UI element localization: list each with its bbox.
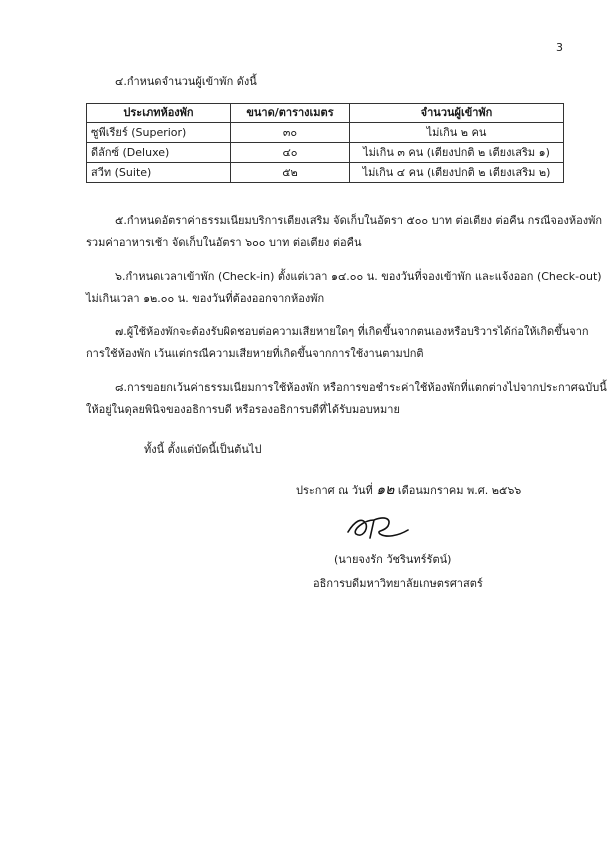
announcement-suffix: เดือนมกราคม พ.ศ. ๒๕๖๖ — [397, 484, 522, 497]
paragraph-7-line-1: ๗.ผู้ใช้ห้องพักจะต้องรับผิดชอบต่อความเสียหายใดๆ ที่เกิดขึ้นจากตนเองหรือบริวารได้ก่อให้เกิดขึ้นจาก — [115, 325, 589, 338]
room-size-cell: ๕๒ — [231, 163, 350, 183]
signature-image — [344, 508, 414, 544]
guest-count-cell: ไม่เกิน ๔ คน (เตียงปกติ ๒ เตียงเสริม ๒) — [350, 163, 564, 183]
guest-count-cell: ไม่เกิน ๓ คน (เตียงปกติ ๒ เตียงเสริม ๑) — [350, 143, 564, 163]
paragraph-5-line-1: ๕.กำหนดอัตราค่าธรรมเนียมบริการเตียงเสริม จัดเก็บในอัตรา ๕๐๐ บาท ต่อเตียง ต่อคืน กรณีจองห้องพัก — [115, 214, 602, 227]
table-row — [87, 143, 564, 163]
table-header: ประเภทห้องพัก — [87, 104, 231, 123]
effective-clause: ทั้งนี้ ตั้งแต่บัดนี้เป็นต้นไป — [144, 443, 262, 456]
table-header: ขนาด/ตารางเมตร — [231, 104, 350, 123]
room-type-cell: สวีท (Suite) — [87, 163, 231, 183]
signer-title: อธิการบดีมหาวิทยาลัยเกษตรศาสตร์ — [313, 577, 483, 590]
paragraph-5-line-2: รวมค่าอาหารเช้า จัดเก็บในอัตรา ๖๐๐ บาท ต่อเตียง ต่อคืน — [86, 236, 362, 249]
announcement-date — [296, 483, 521, 498]
paragraph-7-line-2: การใช้ห้องพัก เว้นแต่กรณีความเสียหายที่เกิดขึ้นจากการใช้งานตามปกติ — [86, 347, 424, 360]
table-header-row — [87, 104, 564, 123]
room-type-cell: ซูพีเรียร์ (Superior) — [87, 123, 231, 143]
room-type-cell: ดีลักซ์ (Deluxe) — [87, 143, 231, 163]
table-header: จำนวนผู้เข้าพัก — [350, 104, 564, 123]
paragraph-6-line-2: ไม่เกินเวลา ๑๒.๐๐ น. ของวันที่ต้องออกจากห้องพัก — [86, 292, 325, 305]
room-table — [86, 103, 564, 183]
section-heading: ๔.กำหนดจำนวนผู้เข้าพัก ดังนี้ — [115, 75, 257, 88]
paragraph-6-line-1: ๖.กำหนดเวลาเข้าพัก (Check-in) ตั้งแต่เวลา ๑๔.๐๐ น. ของวันที่จองเข้าพัก และแจ้งออก (Check-out) — [115, 270, 602, 283]
announcement-day: ๑๒ — [376, 482, 395, 498]
room-size-cell: ๓๐ — [231, 123, 350, 143]
paragraph-8-line-1: ๘.การขอยกเว้นค่าธรรมเนียมการใช้ห้องพัก หรือการขอชำระค่าใช้ห้องพักที่แตกต่างไปจากประกาศฉบับนี้ — [115, 381, 607, 394]
guest-count-cell: ไม่เกิน ๒ คน — [350, 123, 564, 143]
table-row — [87, 123, 564, 143]
table-row — [87, 163, 564, 183]
signer-name: (นายจงรัก วัชรินทร์รัตน์) — [334, 553, 452, 566]
page-number: 3 — [556, 41, 563, 54]
paragraph-8-line-2: ให้อยู่ในดุลยพินิจของอธิการบดี หรือรองอธิการบดีที่ได้รับมอบหมาย — [86, 403, 400, 416]
room-size-cell: ๔๐ — [231, 143, 350, 163]
announcement-prefix: ประกาศ ณ วันที่ — [296, 484, 373, 497]
